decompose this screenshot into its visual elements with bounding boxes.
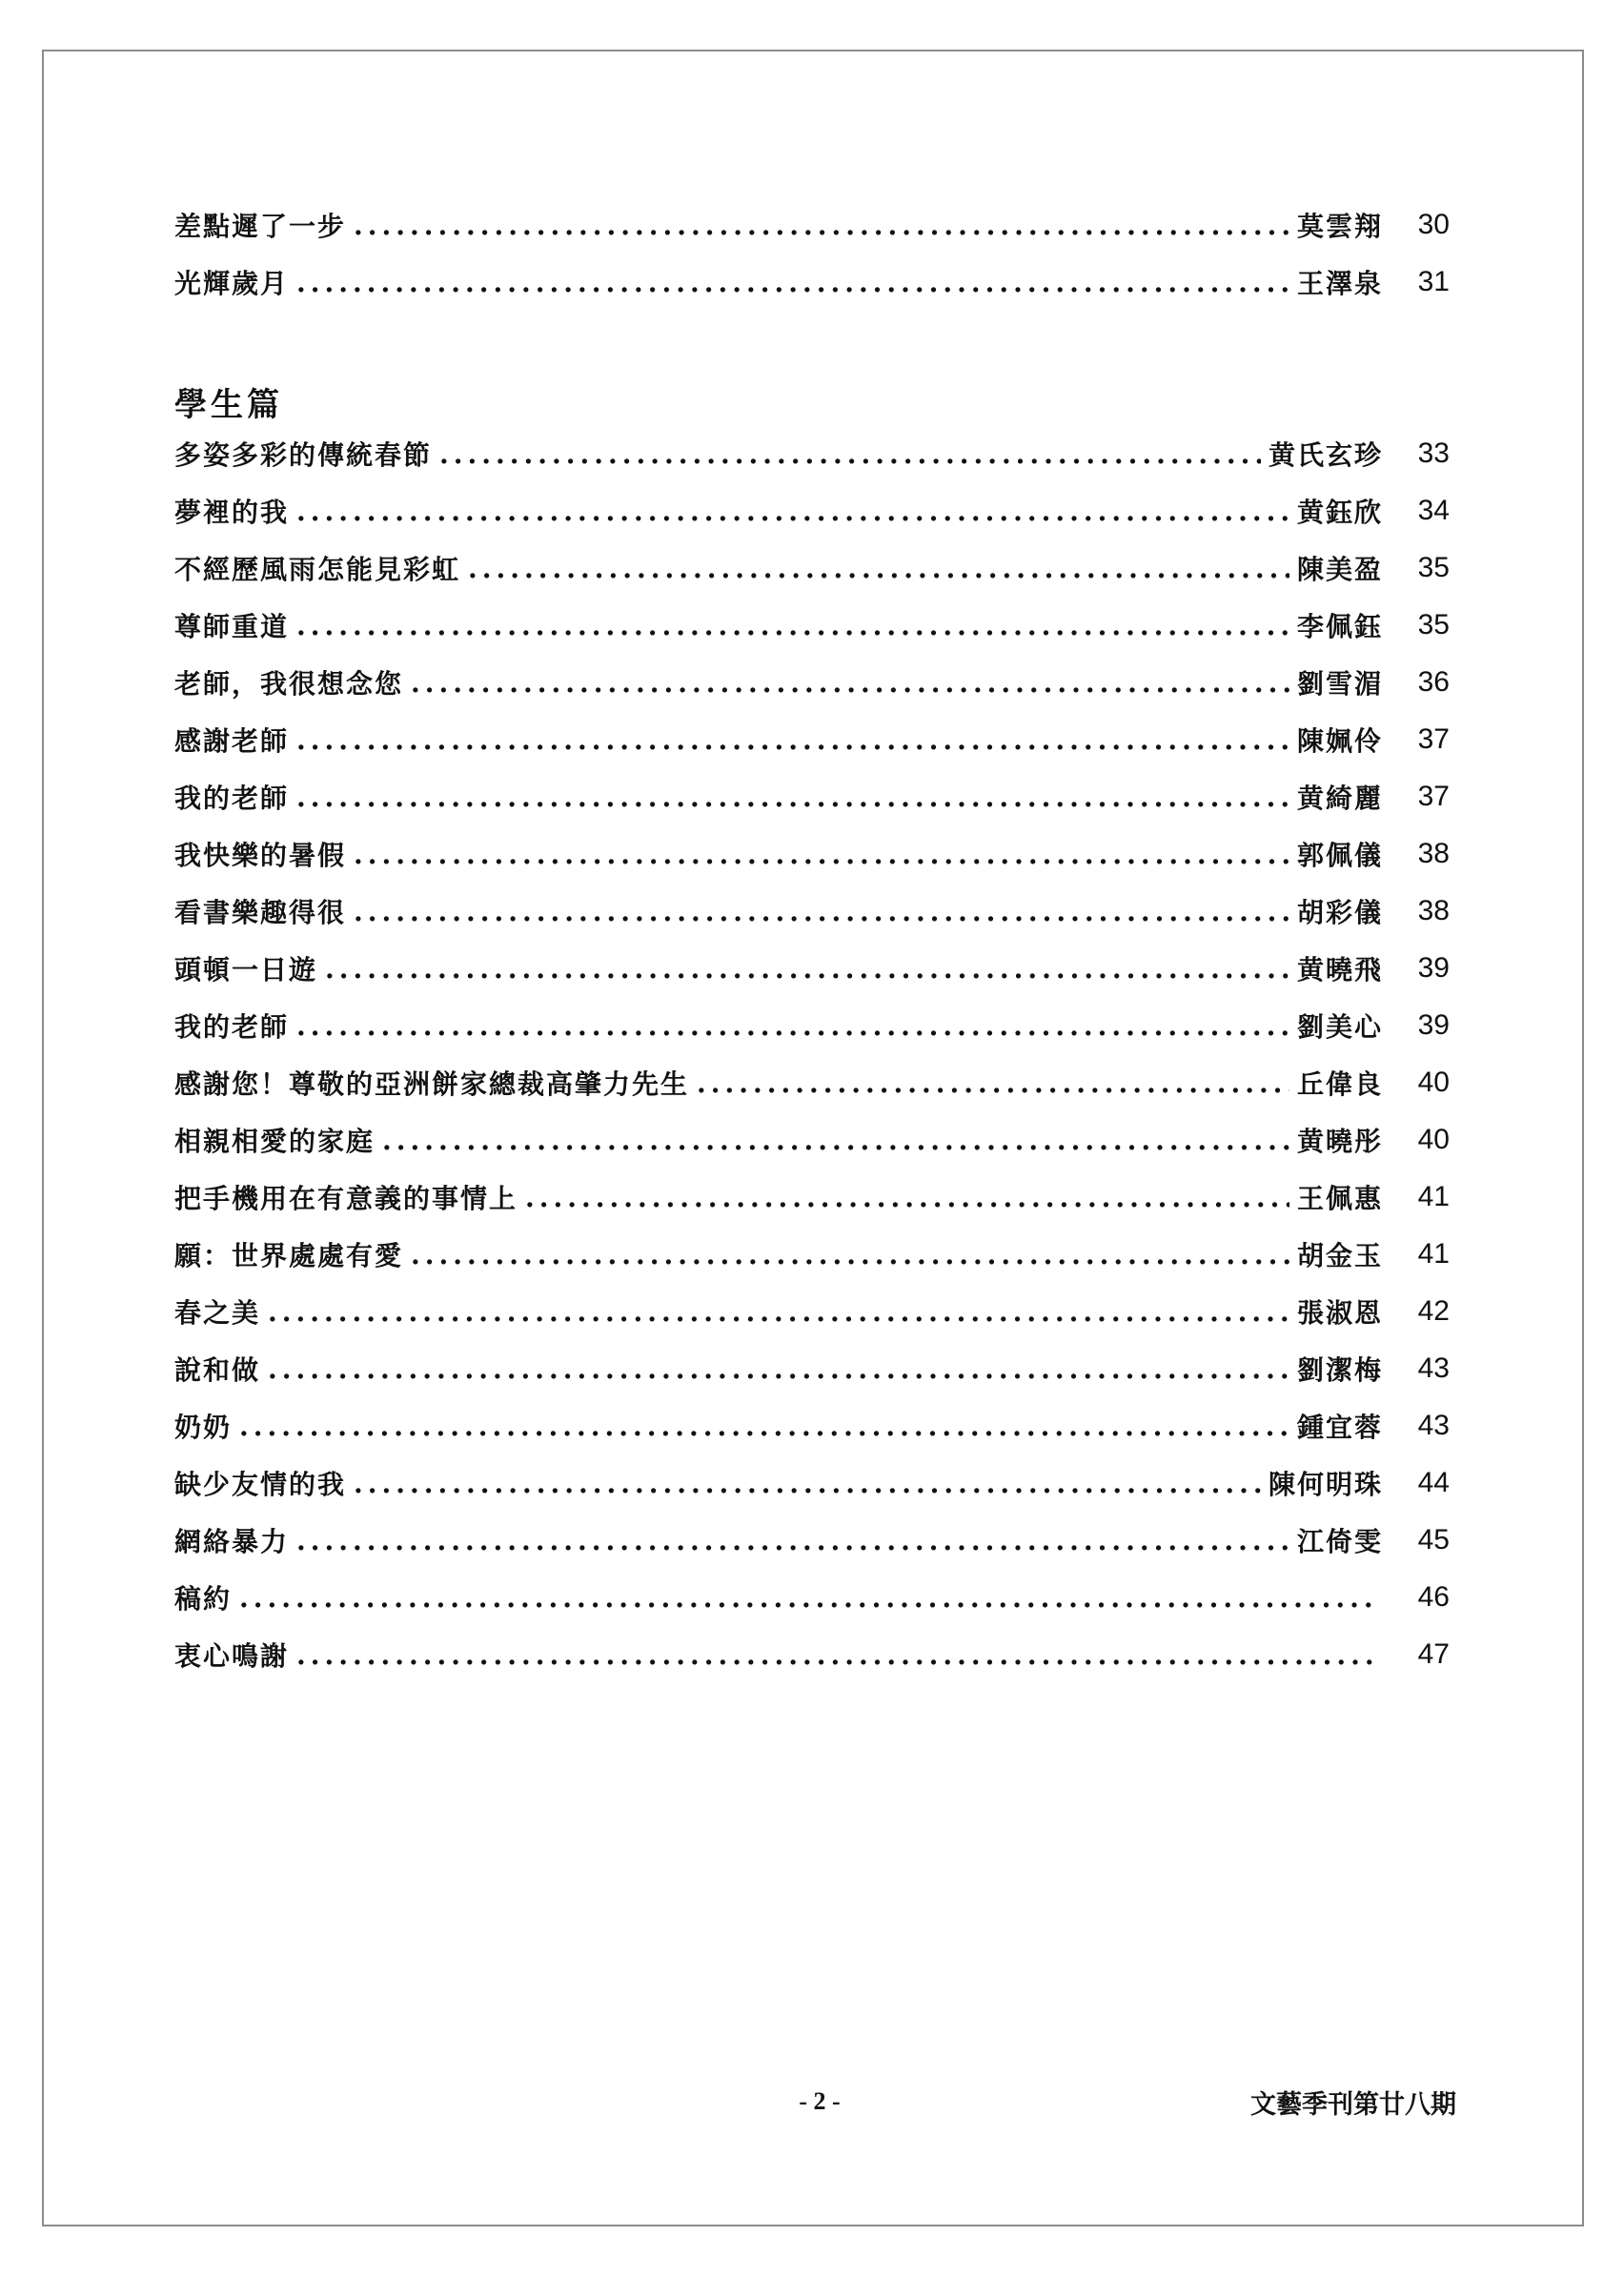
- toc-entry[interactable]: [174, 1283, 1450, 1340]
- toc-entry[interactable]: [174, 825, 1450, 883]
- dot-leader: [296, 1639, 1375, 1671]
- toc-entry[interactable]: [174, 1169, 1450, 1226]
- toc-top-group: [174, 196, 1450, 311]
- toc-entry[interactable]: [174, 940, 1450, 997]
- section-heading: 學生篇: [174, 386, 283, 424]
- dot-leader: [296, 782, 1289, 813]
- toc-entry-page: 47: [1417, 1638, 1450, 1670]
- toc-entry-title: 我的老師: [174, 1011, 290, 1043]
- toc-entry[interactable]: [174, 1454, 1450, 1512]
- toc-entry[interactable]: [174, 883, 1450, 940]
- toc-entry-author: 黄氏玄珍: [1268, 439, 1383, 471]
- toc-entry-author: 陳姵伶: [1296, 725, 1383, 757]
- toc-entry-author: 胡彩儀: [1296, 897, 1383, 928]
- toc-entry-page: 31: [1417, 266, 1450, 297]
- dot-leader: [411, 667, 1289, 699]
- toc-entry-author: 劉雪湄: [1296, 668, 1383, 700]
- toc-entry-title: 感謝老師: [174, 725, 290, 757]
- toc-entry-author: 郭佩儀: [1296, 840, 1383, 871]
- toc-entry-author: 張淑恩: [1296, 1297, 1383, 1329]
- toc-entry-page: 42: [1417, 1295, 1450, 1327]
- footer-publication-name: 文藝季刊第廿八期: [1250, 2090, 1456, 2119]
- toc-entry[interactable]: [174, 482, 1450, 539]
- toc-entry[interactable]: [174, 1512, 1450, 1569]
- toc-entry-page: 39: [1417, 1009, 1450, 1041]
- toc-entry-author: 莫雲翔: [1296, 211, 1383, 242]
- toc-entry-page: 33: [1417, 437, 1450, 469]
- toc-entry-author: 劉美心: [1296, 1011, 1383, 1043]
- toc-entry-page: 38: [1417, 838, 1450, 869]
- dot-leader: [468, 553, 1289, 584]
- toc-entry-author: 劉潔梅: [1296, 1354, 1383, 1386]
- toc-entry[interactable]: [174, 711, 1450, 768]
- dot-leader: [354, 839, 1289, 870]
- toc-entry-page: 37: [1417, 723, 1450, 755]
- dot-leader: [268, 1353, 1289, 1385]
- toc-entry[interactable]: [174, 997, 1450, 1054]
- toc-entry-page: 46: [1417, 1581, 1450, 1613]
- toc-entry-title: 網絡暴力: [174, 1526, 290, 1557]
- dot-leader: [411, 1239, 1289, 1271]
- toc-entry[interactable]: [174, 425, 1450, 482]
- toc-entry[interactable]: [174, 597, 1450, 654]
- toc-entry-title: 頭頓一日遊: [174, 954, 318, 986]
- toc-entry-author: 江倚雯: [1296, 1526, 1383, 1557]
- toc-entry-title: 光輝歲月: [174, 268, 290, 299]
- toc-entry-author: 李佩鈺: [1296, 611, 1383, 642]
- toc-entry-title: 看書樂趣得很: [174, 897, 347, 928]
- toc-entry[interactable]: [174, 539, 1450, 597]
- toc-entry-page: 44: [1417, 1467, 1450, 1498]
- toc-entry-author: 王佩惠: [1296, 1183, 1383, 1214]
- dot-leader: [354, 1468, 1261, 1499]
- toc-entry-page: 30: [1417, 209, 1450, 240]
- dot-leader: [354, 896, 1289, 927]
- toc-entry[interactable]: [174, 1397, 1450, 1454]
- toc-entry-author: 黄曉飛: [1296, 954, 1383, 986]
- toc-entry-title: 老師，我很想念您: [174, 668, 404, 700]
- toc-entry-page: 34: [1417, 495, 1450, 526]
- toc-entry[interactable]: [174, 254, 1450, 311]
- dot-leader: [325, 953, 1289, 985]
- dot-leader: [439, 438, 1261, 470]
- toc-entry[interactable]: [174, 1054, 1450, 1111]
- toc-entry[interactable]: [174, 654, 1450, 711]
- toc-entry-page: 43: [1417, 1352, 1450, 1384]
- toc-student-group: [174, 425, 1450, 1683]
- toc-entry-page: 35: [1417, 609, 1450, 640]
- dot-leader: [697, 1067, 1289, 1099]
- toc-entry-page: 43: [1417, 1410, 1450, 1441]
- toc-entry-page: 40: [1417, 1067, 1450, 1098]
- toc-entry[interactable]: [174, 1626, 1450, 1683]
- toc-entry-page: 41: [1417, 1181, 1450, 1212]
- toc-entry-author: 黄綺麗: [1296, 783, 1383, 814]
- toc-entry-page: 36: [1417, 666, 1450, 698]
- toc-entry-title: 稿約: [174, 1583, 233, 1615]
- toc-entry-page: 38: [1417, 895, 1450, 926]
- toc-entry-page: 39: [1417, 952, 1450, 984]
- toc-entry-author: 胡金玉: [1296, 1240, 1383, 1271]
- toc-entry[interactable]: [174, 1226, 1450, 1283]
- toc-entry-title: 說和做: [174, 1354, 261, 1386]
- toc-entry-title: 衷心鳴謝: [174, 1640, 290, 1672]
- toc-entry-title: 夢裡的我: [174, 497, 290, 528]
- dot-leader: [268, 1296, 1289, 1328]
- dot-leader: [296, 496, 1289, 527]
- dot-leader: [382, 1125, 1289, 1156]
- dot-leader: [296, 724, 1289, 756]
- toc-entry[interactable]: [174, 196, 1450, 254]
- dot-leader: [354, 210, 1289, 241]
- toc-entry[interactable]: [174, 1569, 1450, 1626]
- toc-entry-author: 黄鈺欣: [1296, 497, 1383, 528]
- toc-entry-author: 陳美盈: [1296, 554, 1383, 585]
- toc-entry-title: 差點遲了一步: [174, 211, 347, 242]
- toc-entry-page: 35: [1417, 552, 1450, 583]
- toc-entry-title: 不經歷風雨怎能見彩虹: [174, 554, 461, 585]
- toc-entry-title: 感謝您！尊敬的亞洲餅家總裁高肇力先生: [174, 1068, 690, 1100]
- dot-leader: [296, 1525, 1289, 1556]
- toc-entry-author: 陳何明珠: [1268, 1469, 1383, 1500]
- dot-leader: [239, 1582, 1375, 1614]
- table-of-contents: [174, 196, 1450, 1683]
- footer-page-number: - 2 -: [799, 2087, 841, 2115]
- toc-entry-author: 丘偉良: [1296, 1068, 1383, 1100]
- toc-entry-title: 願：世界處處有愛: [174, 1240, 404, 1271]
- dot-leader: [296, 267, 1289, 298]
- toc-entry-page: 45: [1417, 1524, 1450, 1555]
- toc-entry-title: 尊師重道: [174, 611, 290, 642]
- toc-entry-author: 鍾宜蓉: [1296, 1412, 1383, 1443]
- toc-entry[interactable]: [174, 1340, 1450, 1397]
- dot-leader: [296, 1010, 1289, 1042]
- dot-leader: [525, 1182, 1289, 1213]
- toc-entry-author: 王澤泉: [1296, 268, 1383, 299]
- toc-entry-title: 相親相愛的家庭: [174, 1126, 376, 1157]
- toc-entry-page: 37: [1417, 781, 1450, 812]
- toc-entry-title: 我快樂的暑假: [174, 840, 347, 871]
- toc-entry[interactable]: [174, 768, 1450, 825]
- toc-entry[interactable]: [174, 1111, 1450, 1169]
- toc-entry-title: 多姿多彩的傳統春節: [174, 439, 433, 471]
- toc-entry-page: 41: [1417, 1238, 1450, 1270]
- toc-entry-author: 黄曉彤: [1296, 1126, 1383, 1157]
- toc-entry-title: 春之美: [174, 1297, 261, 1329]
- toc-entry-title: 把手機用在有意義的事情上: [174, 1183, 518, 1214]
- toc-entry-title: 奶奶: [174, 1412, 233, 1443]
- toc-entry-page: 40: [1417, 1124, 1450, 1155]
- toc-entry-title: 缺少友情的我: [174, 1469, 347, 1500]
- dot-leader: [296, 610, 1289, 641]
- dot-leader: [239, 1411, 1289, 1442]
- toc-entry-title: 我的老師: [174, 783, 290, 814]
